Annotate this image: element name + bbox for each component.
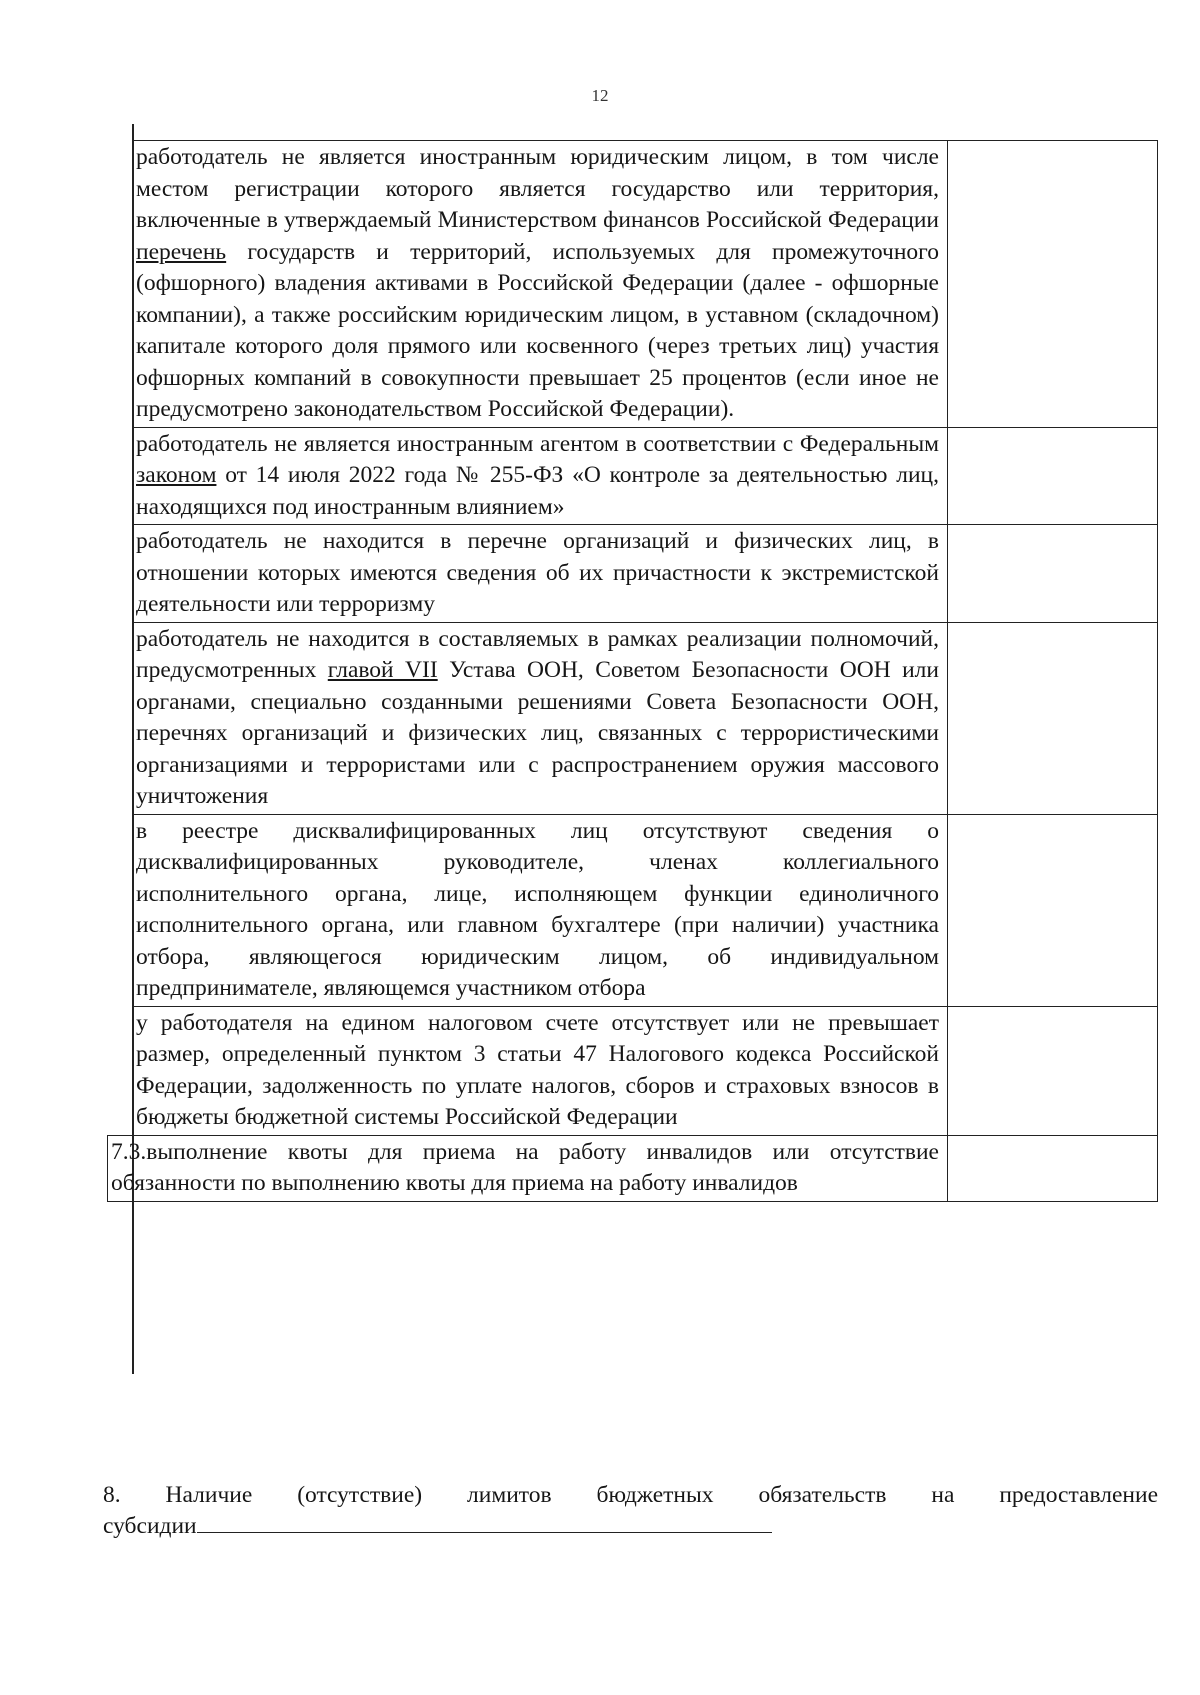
page-number: 12 (591, 86, 609, 105)
criterion-text-disqualified-persons (133, 814, 948, 1006)
criterion-text-offshore (133, 141, 948, 428)
criterion-7-3-text: 7.3.выполнение квоты для приема на работу инвалидов или отсутствие обязанности по выполнению квоты для приема на работу инвалидов (108, 1135, 948, 1201)
mark-cell[interactable] (948, 427, 1158, 525)
criterion-text-fragment: работодатель не является иностранным юридическим лицом, в том числе местом регистрации которого является государство или территория, включенные в утверждаемый Министерством финансов Российской Федерации (136, 144, 939, 233)
section-8-subsidy-word: субсидии (103, 1513, 197, 1539)
fill-in-blank-line[interactable] (197, 1510, 772, 1533)
table-row (108, 427, 1158, 525)
criterion-text-fragment: работодатель не находится в составляемых в рамках реализации полномочий, предусмотренных (136, 625, 939, 683)
criterion-text-foreign-agent (133, 427, 948, 525)
mark-cell[interactable] (948, 525, 1158, 623)
reference-link[interactable]: законом (136, 462, 217, 488)
criteria-table (107, 140, 1158, 1202)
indent-cell (108, 622, 133, 814)
criterion-text-fragment: государств и территорий, используемых для промежуточного (офшорного) владения активами в Российской Федерации (далее - офшорные компании), а также российским юридическим лицом, в уставном (складочном) капитале которого доля прямого или косвенного (через третьих лиц) участия офшорных компаний в совокупности превышает 25 процентов (если иное не предусмотрено законодательством Российской Федерации). (136, 238, 939, 422)
criterion-text-fragment: работодатель не является иностранным агентом в соответствии с Федеральным (136, 430, 939, 457)
mark-cell[interactable] (948, 622, 1158, 814)
section-8-heading: 8. Наличие (отсутствие) лимитов бюджетных обязательств на предоставление (103, 1482, 1158, 1508)
table-row (108, 525, 1158, 623)
mark-cell[interactable] (948, 1006, 1158, 1135)
table-row-7-3 (108, 1135, 1158, 1201)
criterion-text-extremism-list (133, 525, 948, 623)
table-row (108, 814, 1158, 1006)
indent-cell (108, 141, 133, 428)
indent-cell (108, 525, 133, 623)
table-row (108, 1006, 1158, 1135)
reference-link[interactable]: перечень (136, 238, 227, 265)
table-row (108, 141, 1158, 428)
criterion-text-fragment: Устава ООН, Советом Безопасности ООН или органами, специально созданными решениями Совета Безопасности ООН, перечнях организаций и физических лиц, связанных с террористическими организациями и террористами или с распространением оружия массового уничтожения (136, 657, 939, 809)
criterion-text-fragment: в реестре дисквалифицированных лиц отсутствуют сведения о дисквалифицированных руководителе, членах коллегиального исполнительного органа, лице, исполняющем функции единоличного исполнительного органа, или главном бухгалтере (при наличии) участника отбора, являющегося юридическим лицом, об индивидуальном предпринимателе, являющемся участником отбора (136, 817, 939, 1001)
mark-cell[interactable] (948, 814, 1158, 1006)
criterion-text-fragment: от 14 июля 2022 года № 255-ФЗ «О контроле за деятельностью лиц, находящихся под иностранным влиянием» (136, 462, 939, 520)
mark-cell[interactable] (948, 141, 1158, 428)
indent-cell (108, 1006, 133, 1135)
table-row (108, 622, 1158, 814)
indent-cell (108, 814, 133, 1006)
section-8-continuation (103, 1510, 772, 1541)
criterion-text-fragment: у работодателя на едином налоговом счете отсутствует или не превышает размер, определенный пунктом 3 статьи 47 Налогового кодекса Российской Федерации, задолженность по уплате налогов, сборов и страховых взносов в бюджеты бюджетной системы Российской Федерации (136, 1009, 939, 1130)
mark-cell[interactable] (948, 1135, 1158, 1201)
criterion-text-tax-debt (133, 1006, 948, 1135)
criterion-text-un-lists (133, 622, 948, 814)
reference-link[interactable]: главой VII (327, 657, 438, 683)
indent-cell (108, 427, 133, 525)
criterion-text-fragment: работодатель не находится в перечне организаций и физических лиц, в отношении которых имеются сведения об их причастности к экстремистской деятельности или терроризму (136, 528, 939, 617)
